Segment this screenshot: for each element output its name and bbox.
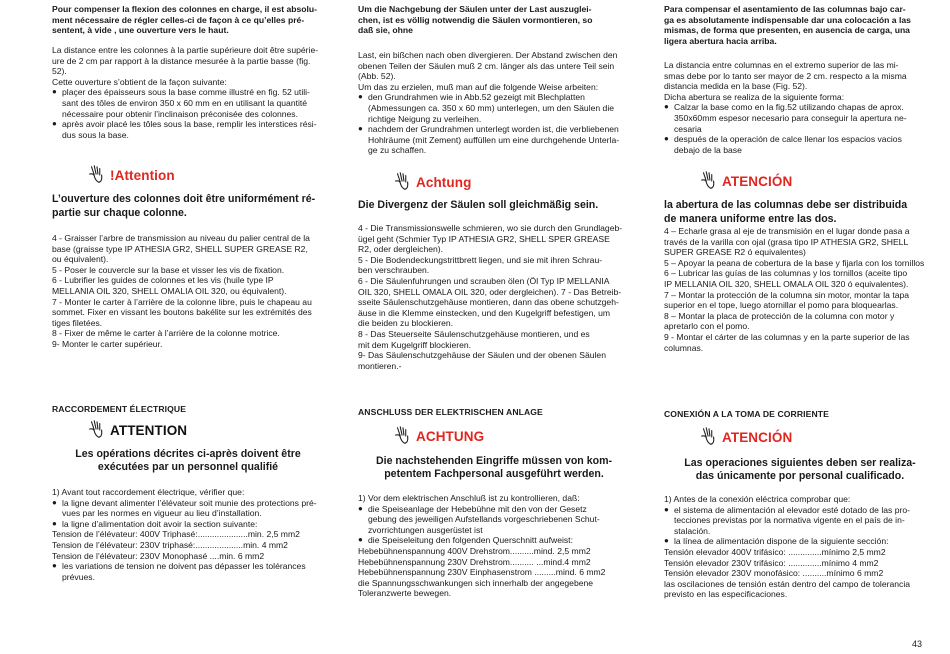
text-line: Hebebühnenspannung 230V Einphasenstrom .........mind. 6 mm2: [358, 567, 606, 578]
text-line: las oscilaciones de tensión están dentro del campo de tolerancia: [664, 578, 911, 589]
intro-line: Um die Nachgebung der Säulen unter der Last auszuglei-: [358, 4, 592, 14]
bullet-icon: ●: [664, 536, 669, 546]
text-line: Toleranzwerte bewegen.: [358, 588, 452, 599]
intro-line: Pour compenser la flexion des colonnes en charge, il est absolu-: [52, 4, 318, 14]
text-line: debajo de la base: [674, 144, 742, 155]
warning-heading: [86, 164, 175, 186]
text-line: 5 – Apoyar la peana de cobertura de la base y fijarla con los tornillos: [664, 257, 925, 268]
warning-text: [664, 199, 936, 226]
text-line: de manera uniforme entre las dos.: [664, 212, 837, 225]
intro-line: ligera abertura hacia arriba.: [664, 35, 777, 46]
text-line: mit dem Kugelgriff blockieren.: [358, 339, 472, 350]
text-line: die beiden zu blockieren.: [358, 318, 454, 329]
electrical-text: [358, 493, 630, 599]
list-item: [52, 119, 324, 140]
text-line: 52).: [52, 66, 67, 77]
page-number: 43: [912, 639, 923, 649]
bullet-icon: ●: [664, 504, 669, 514]
bullet-icon: ●: [664, 102, 669, 112]
electrical-text: [664, 494, 936, 600]
text-line: nécessaire pour obtenir l’inclinaison préconisée des colonnes.: [62, 108, 298, 119]
text-line: 9- Monter le carter supérieur.: [52, 338, 163, 349]
text-line: die Speiseanlage der Hebebühne mit den von der Gesetz: [368, 503, 587, 514]
intro-line: chen, ist es völlig notwendig die Säulen vormontieren, so: [358, 14, 593, 25]
warning-text: [358, 199, 630, 213]
text-line: die Spannungsschwankungen sich innerhalb der angegebene: [358, 577, 594, 588]
text-line: cesaria: [674, 123, 702, 134]
qualified-personnel-note: [52, 448, 324, 475]
text-line: través de la varilla con ojal (grasa tipo IP ATHESIA GR2, SHELL: [664, 236, 909, 247]
text-line: IP MELLANIA OIL 320, SHELL OMALA OIL 320 ó equivalentes).: [664, 278, 909, 289]
list-item: [358, 92, 630, 124]
text-line: la ligne d’alimentation doit avoir la section suivante:: [62, 518, 258, 529]
text-line: Um das zu erzielen, muß man auf die folgende Weise arbeiten:: [358, 81, 599, 92]
section-title: CONEXIÓN A LA TOMA DE CORRIENTE: [664, 409, 829, 419]
bullet-icon: ●: [52, 497, 57, 507]
list-item: [52, 87, 324, 119]
text-line: SUPER GREASE R2 ó equivalentes): [664, 247, 806, 258]
text-line: ügel geht (Schmier Typ IP ATHESIA GR2, SHELL SPER GREASE: [358, 233, 610, 244]
text-line: plaçer des épaisseurs sous la base comme illustré en fig. 52 utili-: [62, 87, 310, 98]
text-line: den Grundrahmen wie in Abb.52 gezeigt mit Blechplatten: [368, 92, 585, 103]
text-line: Calzar la base como en la fig.52 utilizando chapas de aprox.: [674, 102, 904, 113]
warning-heading: [392, 425, 484, 447]
text-line: partie sur chaque colonne.: [52, 206, 187, 219]
text-line: 6 - Lubrifier les guides de colonnes et les vis (huile type IP: [52, 275, 274, 286]
pointing-hand-icon: [698, 170, 720, 192]
text-line: 1) Antes de la conexión eléctrica comprobar que:: [664, 494, 851, 504]
list-item: [664, 536, 936, 547]
body-text: [52, 45, 324, 140]
steps-list: [358, 223, 630, 371]
text-line: 6 – Lubricar las guías de las columnas y los tornillos (aceite tipo: [664, 268, 908, 279]
warning-label: ATENCIÓN: [722, 173, 793, 189]
text-line: 1) Vor dem elektrischen Anschluß ist zu kontrollieren, daß:: [358, 493, 580, 503]
list-item: [664, 134, 936, 155]
bullet-icon: ●: [52, 119, 57, 129]
pointing-hand-icon: [86, 164, 108, 186]
electrical-text: [52, 487, 324, 582]
text-line: MELLANIA OIL 320, SHELL OMALIA OIL 320, ou équivalent).: [52, 285, 287, 296]
text-line: 1) Avant tout raccordement électrique, vérifier que:: [52, 487, 245, 497]
body-text: [358, 50, 630, 156]
warning-label: ATENCIÓN: [722, 429, 793, 445]
list-item: [358, 124, 630, 156]
text-line: Tension de l’élévateur: 230V Monophasé ....min. 6 mm2: [52, 550, 265, 561]
qualified-personnel-note: [358, 455, 630, 482]
intro-text: [358, 4, 630, 36]
steps-list: [664, 226, 936, 353]
text-line: Tensión elevador 400V trifásico: ..............mínimo 2,5 mm2: [664, 546, 886, 557]
text-line: 350x60mm espesor necesario para conseguir la apertura ne-: [674, 112, 907, 123]
list-item: [52, 498, 324, 519]
text-line: Les opérations décrites ci-après doivent être: [75, 448, 301, 460]
text-line: Tension de l’élévateur: 230V triphasé:....................min. 4 mm2: [52, 539, 288, 550]
text-line: après avoir placé les tôles sous la base, remplir les interstices rési-: [62, 119, 317, 130]
text-line: Dicha abertura se realiza de la siguiente forma:: [664, 91, 845, 102]
pointing-hand-icon: [698, 426, 720, 448]
warning-heading: [392, 171, 471, 193]
text-line: después de la operación de calce llenar los espacios vacios: [674, 134, 902, 145]
bullet-icon: ●: [358, 92, 363, 102]
text-line: 4 – Echarle grasa al eje de transmisión en el lugar donde pasa a: [664, 226, 910, 236]
text-line: Hebebühnenspannung 400V Drehstrom..........mind. 2,5 mm2: [358, 545, 591, 556]
text-line: La distance entre les colonnes à la partie supérieure doit être supérie-: [52, 45, 319, 55]
text-line: Las operaciones siguientes deben ser realiza-: [684, 457, 916, 469]
intro-line: ment nécessaire de régler celles-ci de façon à ce qu’elles pré-: [52, 14, 305, 25]
text-line: smas debe por lo tanto ser mayor de 2 cm. respecto a la misma: [664, 70, 907, 81]
text-line: 8 – Montar la placa de protección de la columna con motor y: [664, 310, 895, 321]
text-line: R2, oder dergleichen).: [358, 244, 444, 255]
text-line: Die Divergenz der Säulen soll gleichmäßig sein.: [358, 199, 599, 211]
text-line: Hohlräume (mit Zement) auffüllen um eine durchgehende Unterla-: [368, 134, 620, 145]
bullet-icon: ●: [358, 503, 363, 513]
text-line: sant des tôles de environ 350 x 60 mm en en utilisant la quantité: [62, 97, 308, 108]
text-line: zvorrichtungen ausgerüstet ist: [368, 524, 483, 535]
warning-label: Achtung: [416, 174, 472, 190]
list-item: [358, 535, 630, 546]
section-title: ANSCHLUSS DER ELEKTRISCHEN ANLAGE: [358, 407, 543, 417]
text-line: montieren.-: [358, 360, 402, 371]
text-line: 8 - Das Steuerseite Säulenschutzgehäuse montieren, und es: [358, 328, 590, 339]
text-line: 9 - Montar el cárter de las columnas y en la parte superior de las: [664, 331, 910, 342]
text-line: el sistema de alimentación al elevador esté dotado de las pro-: [674, 504, 910, 515]
warning-label: ATTENTION: [110, 422, 188, 438]
intro-line: sentent, à vide , une ouverture vers le haut.: [52, 25, 229, 36]
text-line: La distancia entre columnas en el extremo superior de las mi-: [664, 60, 899, 70]
text-line: die Speiseleitung den folgenden Querschnitt aufweist:: [368, 535, 573, 546]
bullet-icon: ●: [52, 518, 57, 528]
text-line: das únicamente por personal cualificado.: [695, 470, 905, 483]
text-line: superior en el tope, luego atornillar el pomo para bloquearlas.: [664, 300, 899, 311]
text-line: ou équivalent).: [52, 254, 109, 265]
text-line: vues par les normes en vigueur au lieu d’installation.: [62, 508, 262, 519]
text-line: previsto en las especificaciones.: [664, 589, 788, 600]
text-line: la ligne devant alimenter l’élévateur soit munie des protections pré-: [62, 497, 317, 508]
text-line: 7 – Montar la protección de la columna sin motor, montar la tapa: [664, 289, 910, 300]
text-line: ben verschrauben.: [358, 265, 430, 276]
text-line: tecciones previstas por la normativa vigente en el país de in-: [674, 515, 905, 526]
text-line: 4 - Die Transmissionswelle schmieren, wo sie durch den Grundlageb-: [358, 223, 623, 233]
intro-line: Para compensar el asentamiento de las columnas bajo car-: [664, 4, 906, 14]
text-line: 7 - Monter le carter à l’arrière de la colonne libre, puis le chapeau au: [52, 296, 312, 307]
warning-text: [52, 193, 324, 220]
text-line: obenen Teilen der Säulen muß 2 cm. länger als das untere Teil sein: [358, 60, 615, 71]
warning-heading: [698, 426, 792, 448]
text-line: richtige Neigung zu verleihen.: [368, 113, 482, 124]
body-text: [664, 60, 936, 155]
intro-text: [664, 4, 936, 46]
text-line: gebung des jeweiligen Aufstellands vorgeschriebenen Schut-: [368, 514, 600, 525]
text-line: (Abmessungen ca. 350 x 60 mm) unterlegen, um den Säulen die: [368, 102, 615, 113]
list-item: [358, 504, 630, 536]
steps-list: [52, 233, 324, 350]
list-item: [52, 519, 324, 530]
text-line: tiges filetées.: [52, 317, 103, 328]
text-line: prévues.: [62, 571, 95, 582]
text-line: dus sous la base.: [62, 129, 129, 140]
text-line: 9- Das Säulenschutzgehäuse der Säulen und der obenen Säulen: [358, 350, 606, 361]
text-line: OIL 320, SHELL OMALA OIL 320, oder dergleichen). 7 - Das Betreib-: [358, 286, 622, 297]
text-line: base (graisse type IP ATHESIA GR2, SHELL SUPER GREASE R2,: [52, 243, 308, 254]
bullet-icon: ●: [52, 561, 57, 571]
text-line: Cette ouverture s’obtient de la façon suivante:: [52, 76, 227, 87]
warning-label: !Attention: [110, 167, 175, 183]
text-line: les variations de tension ne doivent pas dépasser les tolérances: [62, 561, 306, 572]
bullet-icon: ●: [358, 124, 363, 134]
warning-heading: [86, 419, 187, 441]
text-line: 6 - Die Säulenfuhrungen und scrauben ölen (Öl Typ IP MELLANIA: [358, 275, 610, 286]
list-item: [664, 102, 936, 134]
section-title: RACCORDEMENT ÉLECTRIQUE: [52, 404, 187, 414]
warning-label: ACHTUNG: [416, 428, 485, 444]
intro-text: [52, 4, 324, 36]
text-line: 4 - Graisser l’arbre de transmission au niveau du palier central de la: [52, 233, 310, 243]
text-line: columnas.: [664, 342, 704, 353]
text-line: ure de 2 cm par rapport à la distance mesurée à la partie basse (fig.: [52, 55, 311, 66]
text-line: (Abb. 52).: [358, 71, 396, 82]
text-line: distancia medida en la base (Fig. 52).: [664, 81, 808, 92]
qualified-personnel-note: [664, 457, 936, 484]
list-item: [664, 505, 936, 537]
text-line: Die nachstehenden Eingriffe müssen von kom-: [375, 455, 613, 467]
warning-heading: [698, 170, 792, 192]
text-line: stalación.: [674, 525, 711, 536]
text-line: ge zu schaffen.: [368, 145, 427, 156]
text-line: äuse in die Klemme einstecken, und den Kugelgriff befestigen, um: [358, 307, 611, 318]
text-line: Hebebühnenspannung 230V Drehstrom.......... ...mind.4 mm2: [358, 556, 591, 567]
list-item: [52, 561, 324, 582]
text-line: nachdem der Grundrahmen unterlegt worden ist, die verbliebenen: [368, 124, 619, 135]
pointing-hand-icon: [392, 171, 414, 193]
text-line: 5 - Die Bodendeckungstrittbrett liegen, und sie mit ihren Schrau-: [358, 254, 603, 265]
pointing-hand-icon: [392, 425, 414, 447]
intro-line: daß sie, ohne: [358, 25, 413, 36]
text-line: exécutées par un personnel qualifié: [97, 461, 279, 474]
text-line: 8 - Fixer de même le carter à l’arrière de la colonne motrice.: [52, 328, 280, 339]
intro-line: ga es absolutamente indispensable dar una colocación a las: [664, 14, 911, 25]
text-line: sseite Säulenschutzgehäuse montieren, dann das obene schutzgeh-: [358, 297, 619, 308]
intro-line: mismas, de forma que presenten, en ausencia de carga, una: [664, 25, 910, 36]
bullet-icon: ●: [52, 87, 57, 97]
text-line: 5 - Poser le couvercle sur la base et visser les vis de fixation.: [52, 264, 285, 275]
bullet-icon: ●: [664, 134, 669, 144]
pointing-hand-icon: [86, 419, 108, 441]
text-line: Last, ein bißchen nach oben divergieren. Der Abstand zwischen den: [358, 50, 618, 60]
text-line: sommet. Fixer en vissant les boutons bakélite sur les extrémités des: [52, 307, 312, 318]
text-line: Tension de l’élévateur: 400V Triphasé:.....................min. 2,5 mm2: [52, 529, 300, 540]
text-line: L’ouverture des colonnes doit être uniformément ré-: [52, 193, 316, 205]
text-line: apretarlo con el pomo.: [664, 321, 750, 332]
text-line: Tensión elevador 230V trifásico: ..............mínimo 4 mm2: [664, 557, 879, 568]
text-line: petentem Fachpersonal ausgeführt werden.: [384, 468, 604, 481]
text-line: la línea de alimentación dispone de la siguiente sección:: [674, 536, 889, 547]
text-line: Tensión elevador 230V monofásico: ..........mínimo 6 mm2: [664, 568, 884, 579]
bullet-icon: ●: [358, 535, 363, 545]
text-line: la abertura de las columnas debe ser distribuida: [664, 199, 908, 211]
